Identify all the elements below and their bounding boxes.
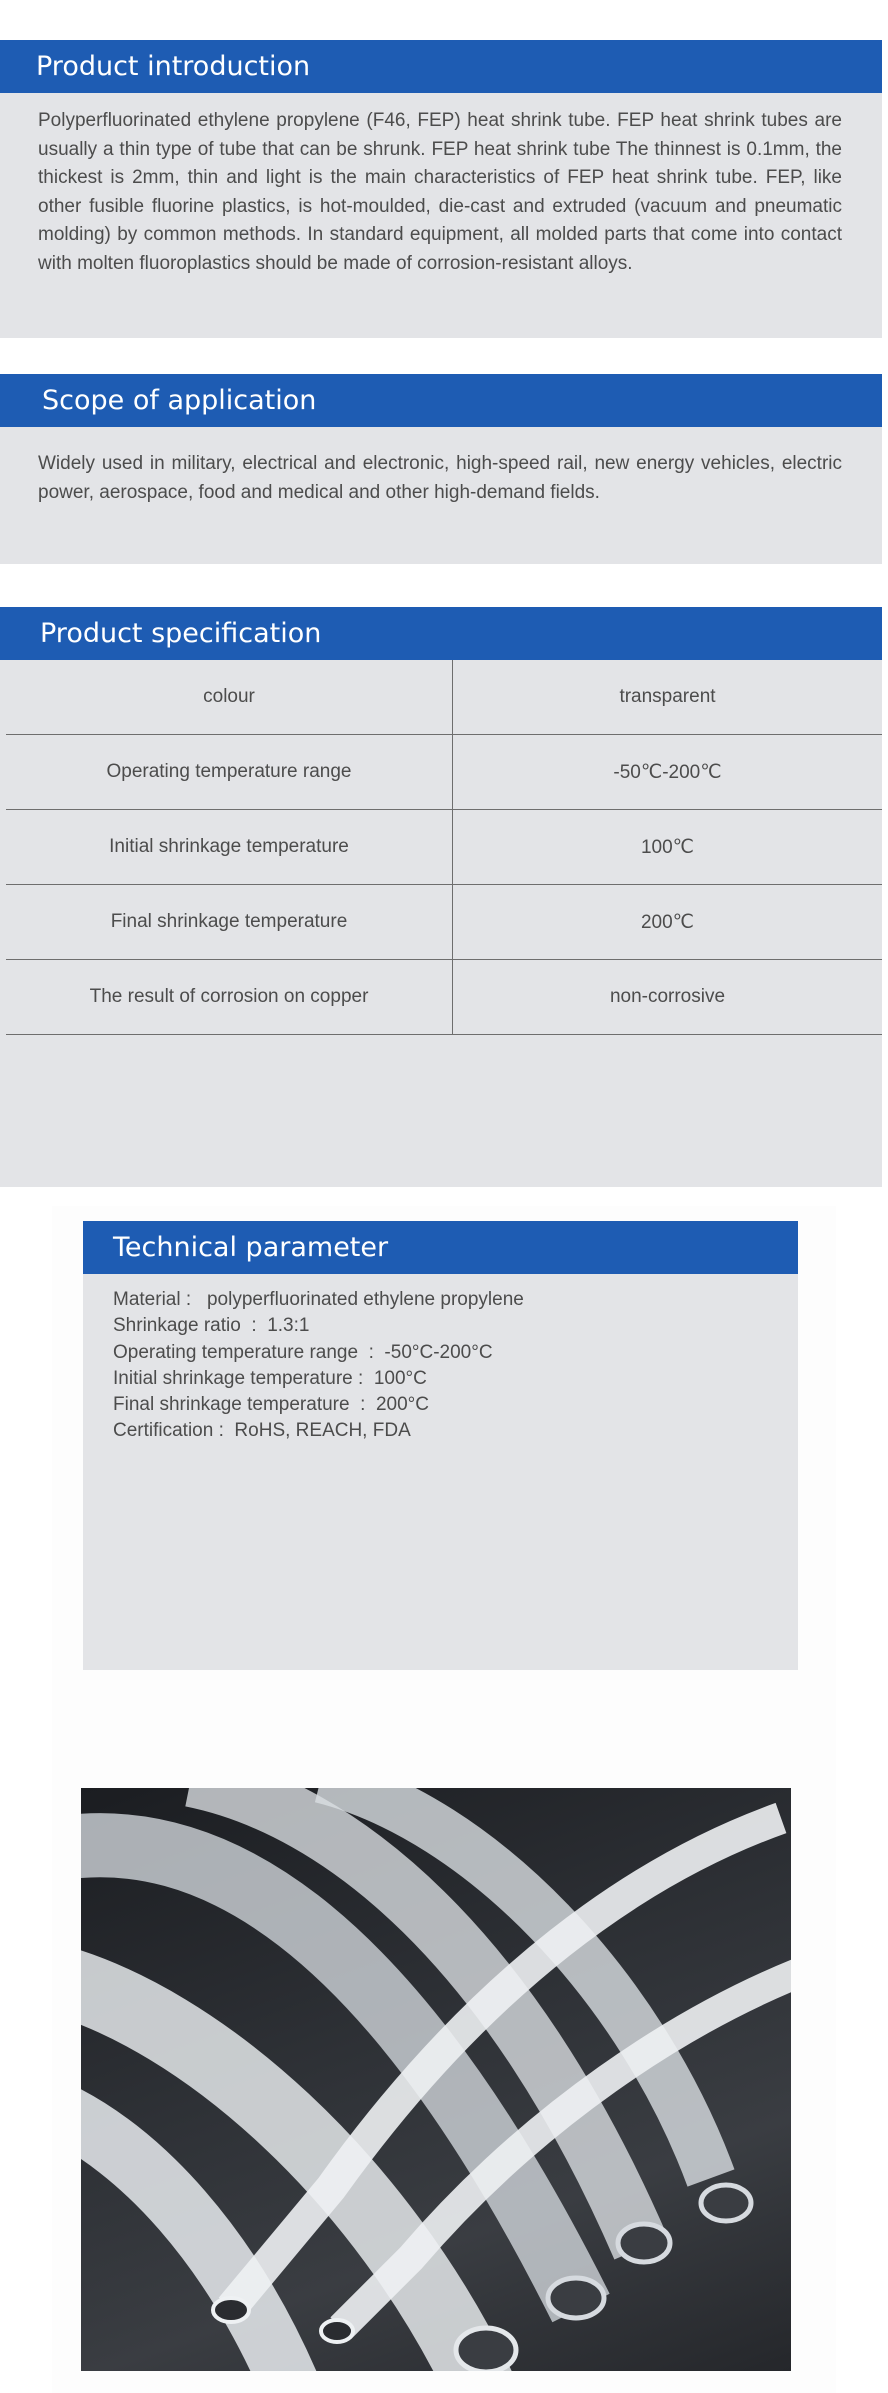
technical-parameter-list — [113, 1287, 524, 1445]
product-photo — [81, 1788, 791, 2371]
product-introduction-section — [0, 40, 882, 338]
list-item: Certification : RoHS, REACH, FDA — [113, 1420, 411, 1442]
spec-label: The result of corrosion on copper — [6, 960, 453, 1035]
scope-of-application-section — [0, 374, 882, 564]
list-item: Material : polyperfluorinated ethylene propylene — [113, 1289, 524, 1310]
product-specification-heading: Product specification — [0, 607, 882, 660]
spec-value: 200℃ — [453, 885, 883, 960]
scope-of-application-text: Widely used in military, electrical and electronic, high-speed rail, new energy vehicles, electric power, aerospace, food and medical and other high-demand fields. — [38, 453, 842, 503]
spec-label: colour — [6, 660, 453, 735]
list-item: Operating temperature range : -50°C-200°C — [113, 1341, 493, 1363]
product-introduction-text: Polyperfluorinated ethylene propylene (F46, FEP) heat shrink tube. FEP heat shrink tubes are usually a thin type of tube that can be shrunk. FEP heat shrink tube The thinnest is 0.1mm, the thickest is 2mm, thin and light is the main characteristics of FEP heat shrink tube. FEP, like other fusible fluorine plastics, is hot-moulded, die-cast and extruded (vacuum and pneumatic molding) by common methods. In standard equipment, all molded parts that come into contact with molten fluoroplastics should be made of corrosion-resistant alloys. — [38, 110, 842, 274]
spec-value: -50℃-200℃ — [453, 735, 883, 810]
spec-label: Operating temperature range — [6, 735, 453, 810]
spec-value: non-corrosive — [453, 960, 883, 1035]
spec-value: 100℃ — [453, 810, 883, 885]
table-row — [6, 885, 882, 960]
product-introduction-heading: Product introduction — [0, 40, 882, 93]
technical-parameter-section — [83, 1221, 798, 1670]
table-row — [6, 810, 882, 885]
table-row — [6, 735, 882, 810]
spec-label: Final shrinkage temperature — [6, 885, 453, 960]
product-specification-section — [0, 607, 882, 1187]
table-row — [6, 660, 882, 735]
scope-of-application-heading: Scope of application — [0, 374, 882, 427]
technical-parameter-heading: Technical parameter — [83, 1221, 798, 1274]
list-item: Final shrinkage temperature : 200°C — [113, 1394, 429, 1416]
list-item: Shrinkage ratio : 1.3:1 — [113, 1315, 310, 1337]
heat-shrink-tubes-image — [81, 1788, 791, 2371]
list-item: Initial shrinkage temperature : 100°C — [113, 1367, 427, 1389]
spec-label: Initial shrinkage temperature — [6, 810, 453, 885]
spec-value: transparent — [453, 660, 883, 735]
specification-table — [6, 660, 882, 1035]
table-row — [6, 960, 882, 1035]
